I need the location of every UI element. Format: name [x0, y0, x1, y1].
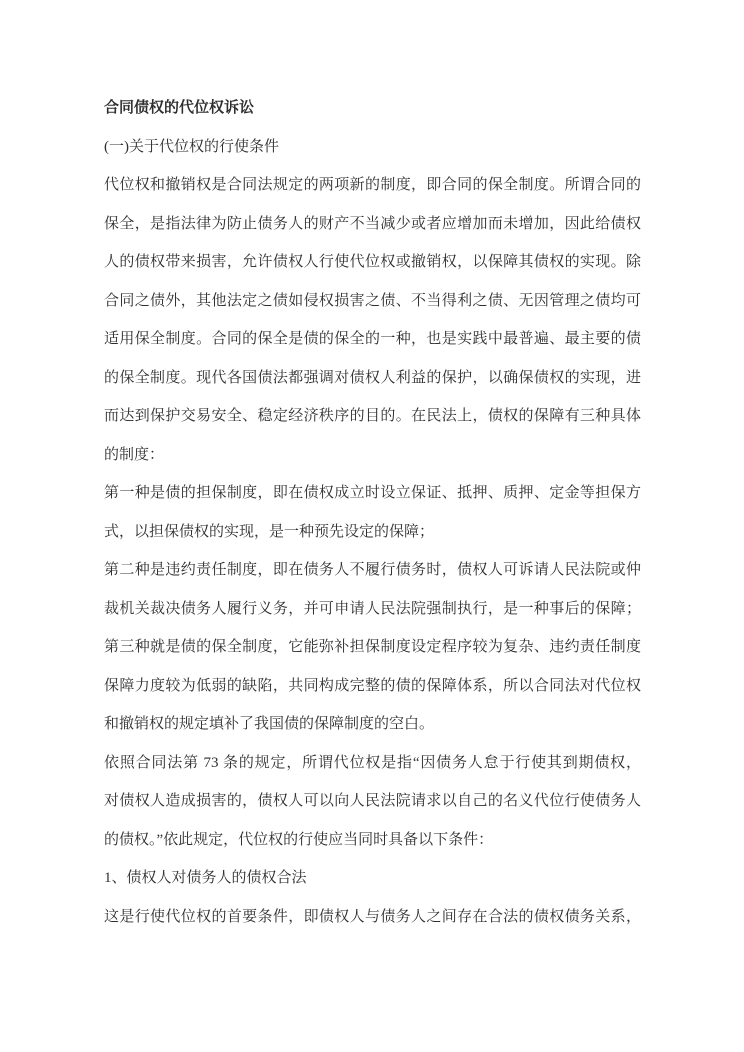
text-line: 式，以担保债权的实现，是一种预先设定的保障；	[104, 523, 435, 540]
text-line: 这是行使代位权的首要条件，即债权人与债务人之间存在合法的债权债务关系，	[104, 908, 641, 925]
text-line: 裁机关裁决债务人履行义务，并可申请人民法院强制执行，是一种事后的保障；	[104, 600, 641, 617]
text-line: 第三种就是债的保全制度，它能弥补担保制度设定程序较为复杂、违约责任制度	[104, 639, 641, 655]
text-line: 的保全制度。现代各国债法都强调对债权人利益的保护，以确保债权的实现，进	[104, 369, 641, 386]
text-line: 对债权人造成损害的，债权人可以向人民法院请求以自己的名义代位行使债务人	[104, 793, 641, 809]
document-title: 合同债权的代位权诉讼	[104, 99, 255, 116]
text-line: 的制度：	[104, 446, 165, 463]
text-line: 适用保全制度。合同的保全是债的保全的一种，也是实践中最普遍、最主要的债	[104, 331, 641, 347]
text-line: 人的债权带来损害，允许债权人行使代位权或撤销权，以保障其债权的实现。除	[104, 254, 641, 270]
text-line: 保障力度较为低弱的缺陷，共同构成完整的债的保障体系，所以合同法对代位权	[104, 677, 641, 694]
text-line: 的债权。”依此规定，代位权的行使应当同时具备以下条件：	[104, 831, 494, 848]
text-line: 代位权和撤销权是合同法规定的两项新的制度，即合同的保全制度。所谓合同的	[104, 177, 641, 193]
text-line: 保全，是指法律为防止债务人的财产不当减少或者应增加而未增加，因此给债权	[104, 215, 641, 232]
text-line: 第一种是债的担保制度，即在债权成立时设立保证、抵押、质押、定金等担保方	[104, 485, 641, 501]
text-line: 而达到保护交易安全、稳定经济秩序的目的。在民法上，债权的保障有三种具体	[104, 408, 641, 424]
document-body	[104, 89, 641, 936]
text-line: (一)关于代位权的行使条件	[104, 138, 279, 155]
text-line: 1、债权人对债务人的债权合法	[104, 870, 307, 886]
text-line: 依照合同法第 73 条的规定，所谓代位权是指“因债务人怠于行使其到期债权，	[104, 754, 641, 771]
text-line: 第二种是违约责任制度，即在债务人不履行债务时，债权人可诉请人民法院或仲	[104, 562, 641, 578]
text-line: 和撤销权的规定填补了我国债的保障制度的空白。	[104, 716, 435, 732]
text-line: 合同之债外，其他法定之债如侵权损害之债、不当得利之债、无因管理之债均可	[104, 292, 641, 309]
